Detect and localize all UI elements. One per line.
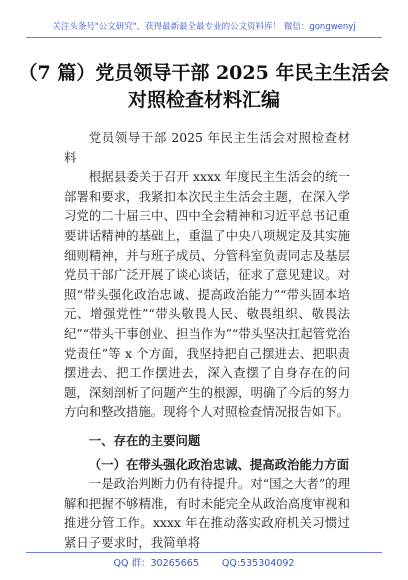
document-title xyxy=(0,60,408,114)
subsection-heading: （一）在带头强化政治忠诚、提高政治能力方面 xyxy=(88,456,349,472)
subtitle-paragraph: 党员领导干部 2025 年民主生活会对照检查材料 xyxy=(64,130,350,165)
footer-qq-group: QQ 群：30265665 xyxy=(113,558,199,569)
footer-qq: QQ:535304092 xyxy=(221,558,295,569)
footer-divider xyxy=(26,552,382,553)
intro-paragraph: 根据县委关于召开 xxxx 年度民主生活会的统一部署和要求，我紧扣本次民主生活会主题，在深入学习党的二十届三中、四中全会精神和习近平总书记重要讲话精神的基础上，重温了中央八项规定及其实施细则精神，并与班子成员、分管科室负责同志及基层党员干部广泛开展了谈心谈话，征求了意见建议。对照“带头强化政治忠诚、提高政治能力”“带头固本培元、增强党性”“带头敬畏人民、敬畏组织、敬畏法纪”“带头干事创业、担当作为”“带头坚决扛起管党治党责任”等 x 个方面，我坚持把自己摆进去、把职责摆进去、把工作摆进去，深入查摆了自身存在的问题，深刻剖析了问题产生的根源，明确了今后的努力方向和整改措施。现将个人对照检查情况报告如下。 xyxy=(64,169,350,420)
header-notice: 关注头条号"公文研究"，获得最新最全最专业的公文资料库！ 微信：gongwenyj xyxy=(52,22,356,32)
footer-contacts xyxy=(0,555,408,569)
title-line-1: （7 篇）党员领导干部 2025 年民主生活会 xyxy=(18,62,390,84)
section-heading: 一、存在的主要问题 xyxy=(88,432,201,448)
document-body xyxy=(64,128,350,552)
section-paragraph: 一是政治判断力仍有待提升。对“国之大者”的理解和把握不够精准，有时未能完全从政治高度审视和推进分管工作。xxxx 年在推动落实政府机关习惯过紧日子要求时，我简单将 xyxy=(64,476,350,550)
title-line-2: 对照检查材料汇编 xyxy=(127,89,280,111)
header-divider xyxy=(26,37,382,38)
